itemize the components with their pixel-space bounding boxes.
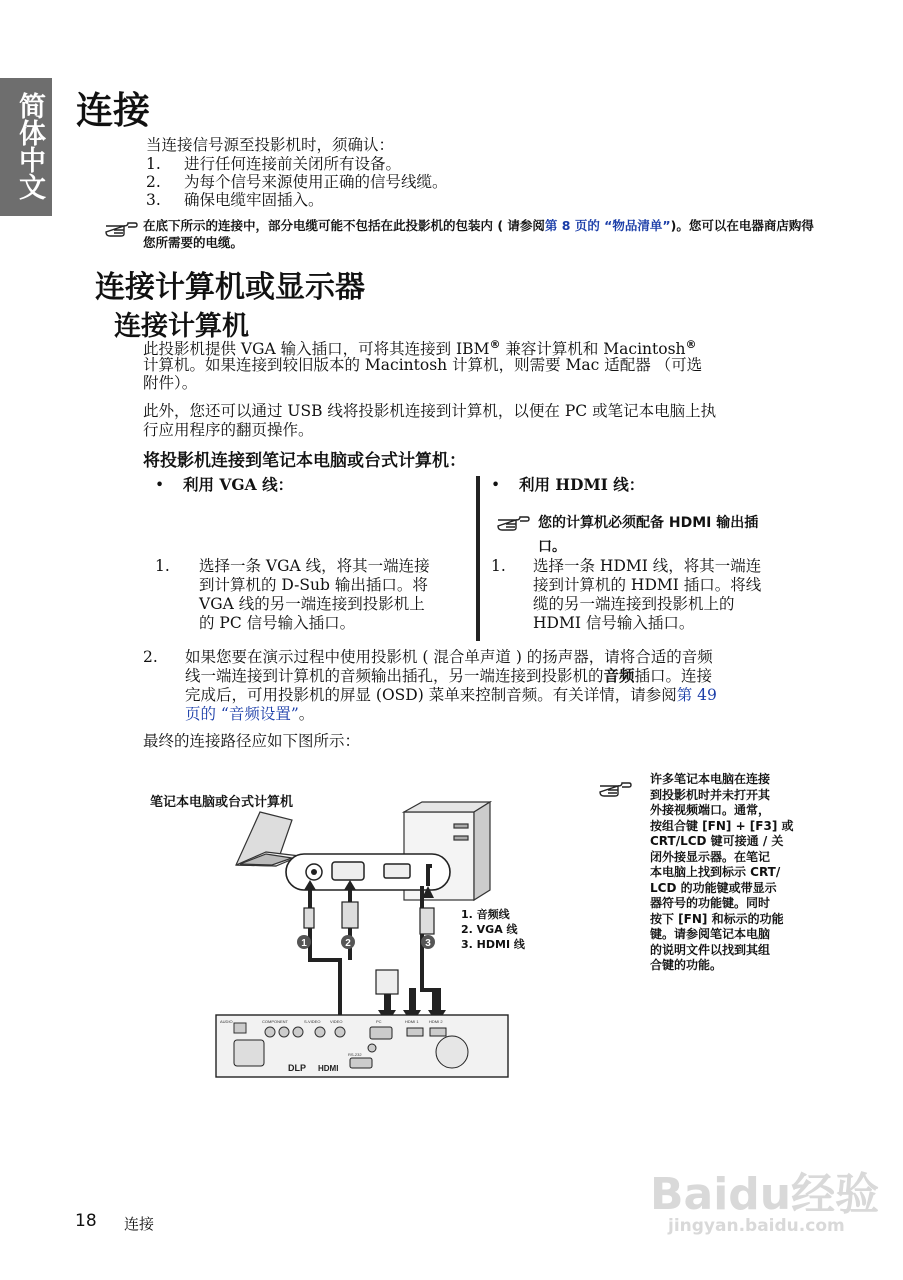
note-hdmi-required: 您的计算机必须配备 HDMI 输出插 口。	[538, 515, 759, 555]
port-label-svideo: S-VIDEO	[304, 1019, 321, 1024]
marker-2: 2	[345, 938, 351, 949]
diagram-legend: 1. 音频线 2. VGA 线 3. HDMI 线	[461, 908, 525, 951]
language-tab-label: 简体中文	[14, 92, 45, 200]
pointing-hand-icon	[598, 778, 632, 798]
usb-paragraph: 此外，您还可以通过 USB 线将投影机连接到计算机，以便在 PC 或笔记本电脑上执 行应用程序的翻页操作。	[143, 402, 717, 439]
note-packaging: 在底下所示的连接中，部分电缆可能不包括在此投影机的包装内 ( 请参阅第 8 页的 “物品清单”)。您可以在电器商店购得您所需要的电缆。	[143, 218, 814, 250]
right-column-hdmi: • 利用 HDMI 线：	[491, 475, 645, 494]
intro-lead: 当连接信号源至投影机时，须确认：	[146, 136, 395, 154]
language-tab	[0, 78, 52, 216]
heading-connect-computer-monitor: 连接计算机或显示器	[95, 270, 365, 305]
section-title: 连接	[76, 89, 150, 132]
diagram-label-computer: 笔记本电脑或台式计算机	[150, 795, 294, 810]
port-label-pc: PC	[376, 1019, 382, 1024]
link-audio-settings[interactable]: 第 49	[676, 686, 717, 704]
port-label-component: COMPONENT	[262, 1019, 288, 1024]
port-label-rs232: RS-232	[348, 1052, 362, 1057]
link-audio-settings-cont[interactable]: 页的 “音频设置”	[185, 705, 299, 723]
list-item: 3. 确保电缆牢固插入。	[146, 191, 324, 209]
hdmi-out-port	[384, 864, 410, 878]
watermark-brand: Baidu经验	[650, 1169, 880, 1220]
pointing-hand-icon	[496, 512, 530, 532]
list-item: 2. 为每个信号来源使用正确的信号线缆。	[146, 173, 448, 191]
port-label-audio: AUDIO	[220, 1019, 233, 1024]
port-label-hdmi1: HDMI 1	[405, 1019, 419, 1024]
intro-paragraph: 此投影机提供 VGA 输入插口，可将其连接到 IBM® 兼容计算机和 Macintosh® 计算机。如果连接到较旧版本的 Macintosh 计算机，则需要 Mac 适配器 （可选 附件）。	[143, 338, 703, 392]
port-label-hdmi: HDMI	[318, 1064, 339, 1073]
column-divider	[476, 476, 480, 641]
port-label-video: VIDEO	[330, 1019, 343, 1024]
watermark-url: jingyan.baidu.com	[668, 1216, 845, 1236]
note-laptop-video: 许多笔记本电脑在连接 到投影机时并未打开其 外接视频端口。通常， 按组合键 [FN] + [F3] 或 CRT/LCD 键可接通 / 关 闭外接显示器。在笔记 本电脑上找到标示 CRT/ LCD 的功能键或带显示 器符号的功能键。同时 按下 [FN] 和标示的功能 键。请参阅笔记本电脑 的说明文件以找到其组 合键的功能。	[650, 772, 794, 972]
projector-rear-panel	[216, 1015, 508, 1077]
subheading-connect-laptop: 将投影机连接到笔记本电脑或台式计算机：	[143, 451, 466, 471]
list-item: 1. 进行任何连接前关闭所有设备。	[146, 155, 402, 173]
left-column-vga: • 利用 VGA 线：	[155, 475, 294, 494]
marker-1: 1	[301, 938, 307, 949]
final-line: 最终的连接路径应如下图所示：	[143, 732, 361, 750]
page-number: 18	[75, 1211, 97, 1231]
port-label-dlp: DLP	[288, 1063, 306, 1073]
laptop-icon	[236, 812, 300, 866]
vga-out-port	[332, 862, 364, 880]
port-label-hdmi2: HDMI 2	[429, 1019, 443, 1024]
heading-connect-computer: 连接计算机	[114, 311, 249, 342]
intro-list	[146, 155, 448, 209]
link-package-contents[interactable]: 第 8 页的 “物品清单”	[544, 218, 671, 233]
footer-title: 连接	[124, 1215, 155, 1233]
marker-3: 3	[425, 938, 431, 949]
pointing-hand-icon	[104, 218, 138, 238]
